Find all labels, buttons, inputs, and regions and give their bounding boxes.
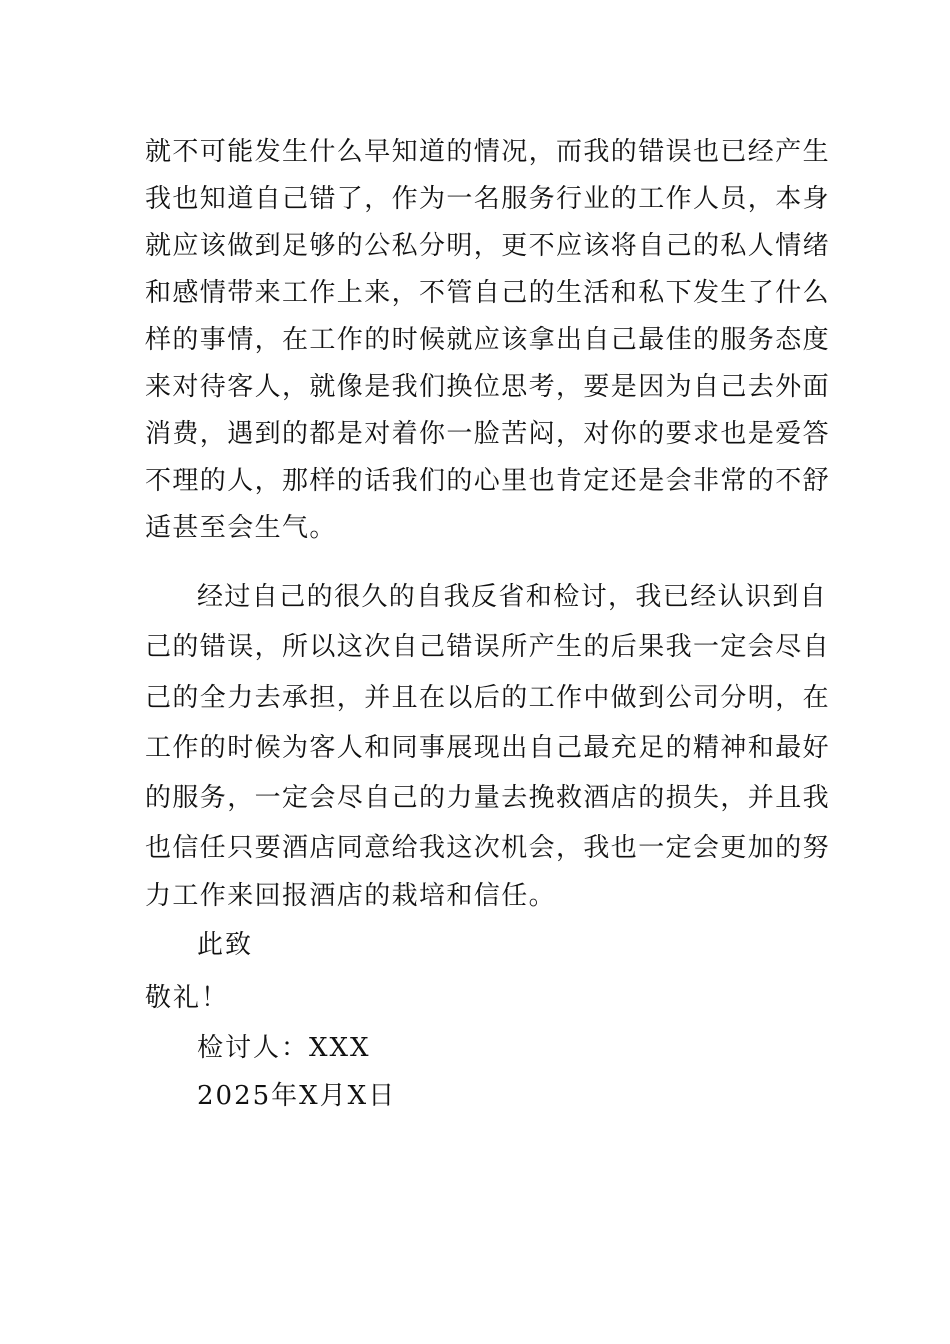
paragraph-line: 消费，遇到的都是对着你一脸苦闷，对你的要求也是爱答 xyxy=(145,419,831,449)
paragraph-line: 就应该做到足够的公私分明，更不应该将自己的私人情绪 xyxy=(145,231,831,261)
paragraph-line: 也信任只要酒店同意给我这次机会，我也一定会更加的努 xyxy=(145,833,831,863)
paragraph-line: 我也知道自己错了，作为一名服务行业的工作人员，本身 xyxy=(145,184,831,214)
paragraph-line: 不理的人，那样的话我们的心里也肯定还是会非常的不舒 xyxy=(145,466,831,496)
paragraph-line: 力工作来回报酒店的栽培和信任。 xyxy=(145,881,557,911)
paragraph-line: 己的全力去承担，并且在以后的工作中做到公司分明，在 xyxy=(145,683,831,713)
salutation-line: 此致 xyxy=(197,930,254,960)
paragraph-line: 就不可能发生什么早知道的情况，而我的错误也已经产生 xyxy=(145,137,831,167)
paragraph-line: 的服务，一定会尽自己的力量去挽救酒店的损失，并且我 xyxy=(145,783,831,813)
date-line: 2025年X月X日 xyxy=(197,1081,397,1111)
paragraph-line: 来对待客人，就像是我们换位思考，要是因为自己去外面 xyxy=(145,372,831,402)
paragraph-line: 己的错误，所以这次自己错误所产生的后果我一定会尽自 xyxy=(145,632,831,662)
signer-line: 检讨人：XXX xyxy=(197,1033,371,1063)
paragraph-line: 适甚至会生气。 xyxy=(145,513,337,543)
salutation-line: 敬礼！ xyxy=(145,983,230,1013)
paragraph-line: 经过自己的很久的自我反省和检讨，我已经认识到自 xyxy=(197,582,828,612)
paragraph-line: 工作的时候为客人和同事展现出自己最充足的精神和最好 xyxy=(145,733,831,763)
paragraph-line: 样的事情，在工作的时候就应该拿出自己最佳的服务态度 xyxy=(145,325,831,355)
paragraph-line: 和感情带来工作上来，不管自己的生活和私下发生了什么 xyxy=(145,278,831,308)
